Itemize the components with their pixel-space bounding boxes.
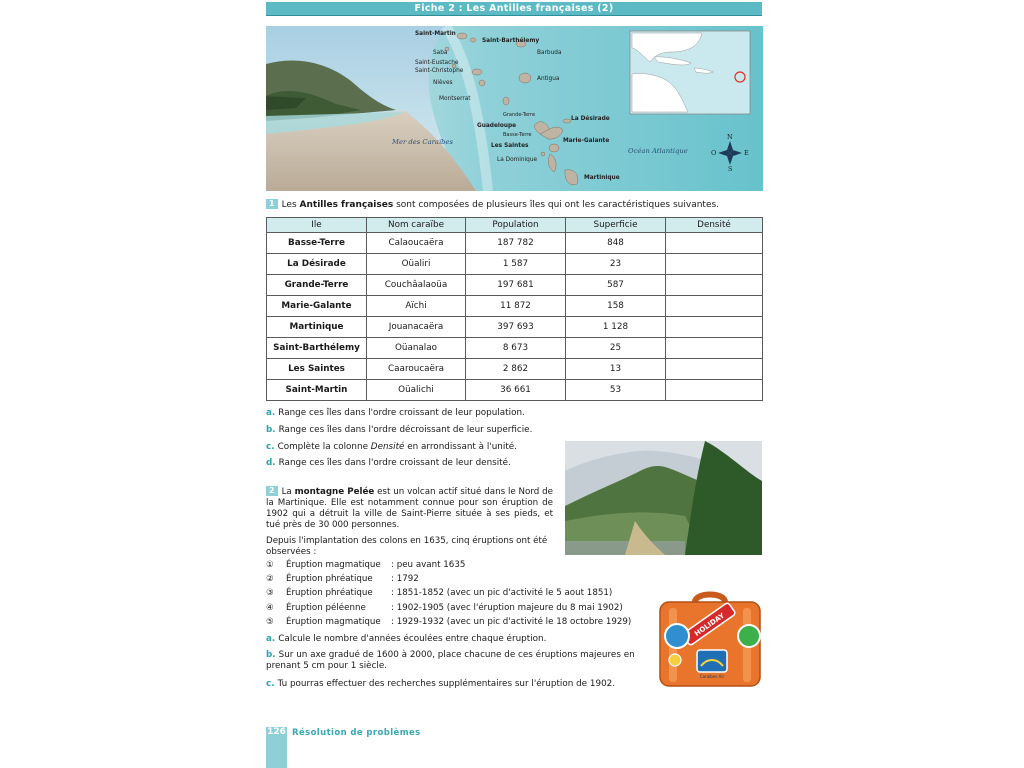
page-title-bar (266, 2, 762, 16)
map-label: Barbuda (537, 50, 562, 56)
table-row (267, 338, 763, 359)
eruption-kind: Éruption phréatique (286, 574, 373, 584)
question-emphasis: Densité (370, 442, 405, 452)
eruption-kind: Éruption magmatique (286, 560, 381, 570)
cell-superficie: 587 (566, 275, 666, 296)
compass-s: S (728, 165, 733, 173)
cell-nom: Oüaliri (367, 254, 466, 275)
question-text: en arrondissant à l'unité. (404, 442, 517, 452)
question-1d (266, 458, 511, 468)
map-label: Guadeloupe (477, 123, 517, 129)
eruption-kind: Éruption magmatique (286, 617, 381, 627)
map-label: Les Saintes (491, 143, 529, 149)
cell-densite[interactable] (666, 380, 763, 401)
suitcase-icon (657, 588, 763, 688)
question-1b (266, 425, 532, 435)
cell-ile: Marie-Galante (267, 296, 367, 317)
question-letter: a. (266, 408, 276, 418)
question-text: Tu pourras effectuer des recherches supplémentaires sur l'éruption de 1902. (277, 679, 616, 689)
eruption-detail: : 1902-1905 (avec l'éruption majeure du 8 mai 1902) (391, 603, 623, 613)
table-row (267, 254, 763, 275)
column-header: Densité (666, 218, 763, 233)
cell-densite[interactable] (666, 296, 763, 317)
eruption-detail: : peu avant 1635 (391, 560, 466, 570)
question-1a (266, 408, 525, 418)
intro-text: sont composées de plusieurs îles qui ont les caractéristiques suivantes. (393, 200, 720, 210)
cell-ile: La Désirade (267, 254, 367, 275)
question-text: Calcule le nombre d'années écoulées entre chaque éruption. (278, 634, 547, 644)
question-text: Complète la colonne (277, 442, 371, 452)
question-1-intro (266, 199, 763, 210)
cell-nom: Couchâalaoüa (367, 275, 466, 296)
question-text: Range ces îles dans l'ordre décroissant de leur superficie. (278, 425, 533, 435)
cell-nom: Oüanalao (367, 338, 466, 359)
table-row (267, 296, 763, 317)
compass-o: O (711, 149, 717, 157)
intro-highlight: montagne Pelée (294, 487, 375, 497)
suitcase-illustration (657, 588, 763, 688)
cell-superficie: 13 (566, 359, 666, 380)
volcano-image (565, 441, 762, 555)
map-label: Saint-Martin (415, 31, 456, 37)
cell-densite[interactable] (666, 254, 763, 275)
cell-densite[interactable] (666, 359, 763, 380)
map-label: Saint-Barthélemy (482, 38, 540, 44)
eruption-item (266, 603, 623, 613)
cell-nom: Calaoucaëra (367, 233, 466, 254)
montagne-pelee-photo (565, 441, 762, 555)
cell-population: 197 681 (466, 275, 566, 296)
map-label: Saba (433, 50, 448, 56)
cell-densite[interactable] (666, 275, 763, 296)
islands-table (266, 217, 763, 401)
cell-nom: Caaroucaëra (367, 359, 466, 380)
cell-superficie: 25 (566, 338, 666, 359)
table-row (267, 275, 763, 296)
cell-population: 187 782 (466, 233, 566, 254)
question-letter: b. (266, 650, 276, 660)
eruption-number: ⑤ (266, 617, 274, 627)
map-label: Marie-Galante (563, 138, 610, 144)
eruption-kind: Éruption péléenne (286, 603, 366, 613)
question-letter: c. (266, 442, 275, 452)
cell-superficie: 158 (566, 296, 666, 317)
question-letter: a. (266, 634, 276, 644)
column-header: Population (466, 218, 566, 233)
question-letter: b. (266, 425, 276, 435)
cell-ile: Basse-Terre (267, 233, 367, 254)
cell-densite[interactable] (666, 317, 763, 338)
map-label: La Dominique (497, 157, 538, 163)
eruption-item (266, 574, 419, 584)
cell-ile: Grande-Terre (267, 275, 367, 296)
compass-e: E (744, 149, 749, 157)
caribbean-banner (266, 26, 763, 191)
cell-nom: Oüalichi (367, 380, 466, 401)
cell-population: 397 693 (466, 317, 566, 338)
map-label: Martinique (584, 175, 620, 181)
eruption-detail: : 1792 (391, 574, 419, 584)
intro-text: La (281, 487, 295, 497)
page-number: 126 (267, 727, 286, 737)
question-text: Range ces îles dans l'ordre croissant de leur population. (278, 408, 525, 418)
compass-n: N (727, 133, 733, 141)
question-text: Range ces îles dans l'ordre croissant de leur densité. (278, 458, 511, 468)
table-header-row (267, 218, 763, 233)
cell-ile: Saint-Barthélemy (267, 338, 367, 359)
cell-densite[interactable] (666, 233, 763, 254)
cell-ile: Les Saintes (267, 359, 367, 380)
cell-nom: Jouanacaëra (367, 317, 466, 338)
map-label: Basse-Terre (503, 132, 532, 138)
column-header: Ile (267, 218, 367, 233)
table-row (267, 359, 763, 380)
eruption-number: ① (266, 560, 274, 570)
question-number: 2 (266, 486, 278, 496)
cell-population: 8 673 (466, 338, 566, 359)
page-title: Fiche 2 : Les Antilles françaises (2) (414, 3, 614, 14)
cell-superficie: 23 (566, 254, 666, 275)
map-label: La Désirade (571, 116, 610, 122)
question-number: 1 (266, 199, 278, 209)
eruption-item (266, 588, 612, 598)
eruption-detail: : 1851-1852 (avec un pic d'activité le 5 aout 1851) (391, 588, 613, 598)
cell-nom: Aïchi (367, 296, 466, 317)
map-label: Nièves (433, 80, 453, 86)
question-1c (266, 442, 517, 452)
sea-label-atlantic: Océan Atlantique (628, 147, 688, 155)
intro-text: est un volcan actif situé dans le Nord de la Martinique. Elle est notamment connue pour son éruption de 1902 qui a détruit la ville de Saint-Pierre située à ses pieds, et tué près de 30 000 personnes. (266, 487, 554, 530)
question-text: Sur un axe gradué de 1600 à 2000, place chacune de ces éruptions majeures en prenant 5 cm pour 1 siècle. (266, 650, 635, 671)
cell-superficie: 848 (566, 233, 666, 254)
map-label: Montserrat (439, 96, 471, 102)
cell-superficie: 53 (566, 380, 666, 401)
cell-ile: Saint-Martin (267, 380, 367, 401)
sea-label-caribbean: Mer des Caraïbes (392, 138, 454, 146)
eruption-detail: : 1929-1932 (avec un pic d'activité le 18 octobre 1929) (391, 617, 632, 627)
map-label: Antigua (537, 76, 560, 82)
eruption-item (266, 617, 631, 627)
cell-population: 36 661 (466, 380, 566, 401)
intro-highlight: Antilles françaises (299, 200, 394, 210)
sticker-holiday-text: HOLIDAY (693, 611, 727, 638)
cell-superficie: 1 128 (566, 317, 666, 338)
cell-ile: Martinique (267, 317, 367, 338)
eruption-item (266, 560, 465, 570)
column-header: Nom caraïbe (367, 218, 466, 233)
question-letter: d. (266, 458, 276, 468)
eruption-kind: Éruption phréatique (286, 588, 373, 598)
question-letter: c. (266, 679, 275, 689)
question-2-intro (266, 486, 553, 531)
eruption-number: ③ (266, 588, 274, 598)
cell-population: 11 872 (466, 296, 566, 317)
question-2b (266, 650, 656, 672)
table-row (267, 233, 763, 254)
footer-title: Résolution de problèmes (292, 728, 421, 738)
question-2c (266, 679, 615, 689)
sticker-caraibes-text: Caraibes Air (699, 674, 725, 679)
map-label: Grande-Terre (503, 112, 536, 118)
cell-population: 1 587 (466, 254, 566, 275)
eruption-number: ④ (266, 603, 274, 613)
table-row (267, 317, 763, 338)
cell-densite[interactable] (666, 338, 763, 359)
eruption-number: ② (266, 574, 274, 584)
column-header: Superficie (566, 218, 666, 233)
table-row (267, 380, 763, 401)
cell-population: 2 862 (466, 359, 566, 380)
question-2a (266, 634, 546, 644)
map-label: Saint-Eustache (415, 60, 459, 66)
banner-illustration (266, 26, 763, 191)
eruptions-intro: Depuis l'implantation des colons en 1635, cinq éruptions ont été observées : (266, 536, 548, 557)
intro-text: Les (281, 200, 300, 210)
map-label: Saint-Christophe (415, 68, 464, 74)
